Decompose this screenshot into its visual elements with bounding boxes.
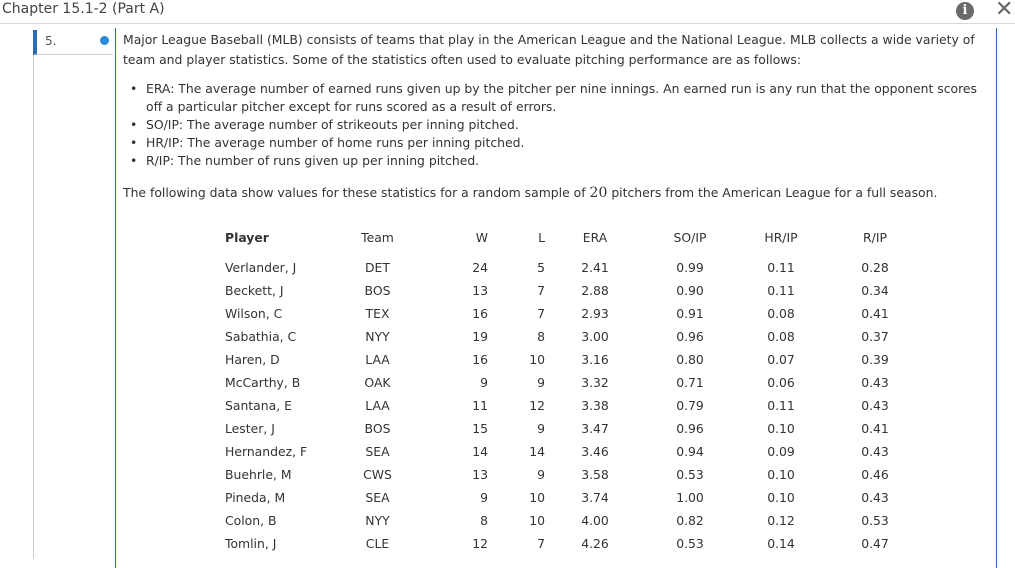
cell-r-ip: 0.46 bbox=[861, 467, 889, 482]
cell-r-ip: 0.43 bbox=[861, 398, 889, 413]
cell-era: 3.16 bbox=[581, 352, 609, 367]
cell-so-ip: 1.00 bbox=[676, 490, 704, 505]
table-row bbox=[218, 532, 923, 555]
cell-w: 15 bbox=[472, 421, 488, 436]
cell-player: Lester, J bbox=[225, 421, 275, 436]
cell-w: 16 bbox=[472, 306, 488, 321]
cell-era: 2.88 bbox=[581, 283, 609, 298]
cell-hr-ip: 0.08 bbox=[767, 306, 795, 321]
list-item bbox=[130, 80, 990, 116]
lead-text-after: pitchers from the American League for a full season. bbox=[607, 185, 938, 200]
question-status-dot-icon bbox=[100, 36, 109, 45]
cell-l: 12 bbox=[529, 398, 545, 413]
cell-player: Colon, B bbox=[225, 513, 277, 528]
cell-era: 3.32 bbox=[581, 375, 609, 390]
table-row bbox=[218, 440, 923, 463]
cell-era: 2.41 bbox=[581, 260, 609, 275]
table-row bbox=[218, 463, 923, 486]
cell-era: 3.00 bbox=[581, 329, 609, 344]
info-icon[interactable]: i bbox=[956, 2, 974, 20]
table-row bbox=[218, 371, 923, 394]
cell-hr-ip: 0.10 bbox=[767, 467, 795, 482]
cell-team: SEA bbox=[365, 490, 390, 505]
column-header-w: W bbox=[475, 229, 488, 245]
cell-era: 3.58 bbox=[581, 467, 609, 482]
table-row bbox=[218, 256, 923, 279]
cell-team: TEX bbox=[365, 306, 390, 321]
cell-team: NYY bbox=[365, 513, 390, 528]
cell-era: 3.46 bbox=[581, 444, 609, 459]
chapter-title: Chapter 15.1-2 (Part A) bbox=[2, 1, 165, 17]
cell-so-ip: 0.91 bbox=[676, 306, 704, 321]
table-row bbox=[218, 509, 923, 532]
column-header-so-ip: SO/IP bbox=[673, 229, 707, 245]
cell-hr-ip: 0.08 bbox=[767, 329, 795, 344]
table-row bbox=[218, 302, 923, 325]
cell-l: 10 bbox=[529, 490, 545, 505]
table-header-row bbox=[218, 226, 923, 256]
cell-hr-ip: 0.11 bbox=[767, 283, 795, 298]
cell-team: SEA bbox=[365, 444, 390, 459]
column-header-r-ip: R/IP bbox=[863, 229, 887, 245]
cell-r-ip: 0.34 bbox=[861, 283, 889, 298]
cell-w: 24 bbox=[472, 260, 488, 275]
cell-l: 10 bbox=[529, 352, 545, 367]
cell-r-ip: 0.43 bbox=[861, 444, 889, 459]
cell-r-ip: 0.53 bbox=[861, 513, 889, 528]
bullet-icon: • bbox=[130, 81, 138, 96]
table-row bbox=[218, 348, 923, 371]
cell-hr-ip: 0.10 bbox=[767, 490, 795, 505]
close-icon[interactable]: ✕ bbox=[995, 0, 1014, 22]
cell-w: 13 bbox=[472, 283, 488, 298]
cell-player: Beckett, J bbox=[225, 283, 284, 298]
sample-size-number: 20 bbox=[589, 185, 608, 201]
cell-player: Pineda, M bbox=[225, 490, 286, 505]
cell-so-ip: 0.96 bbox=[676, 421, 704, 436]
cell-era: 4.26 bbox=[581, 536, 609, 551]
cell-hr-ip: 0.14 bbox=[767, 536, 795, 551]
pitcher-stats-table bbox=[218, 226, 923, 555]
table-body bbox=[218, 256, 923, 555]
column-header-hr-ip: HR/IP bbox=[764, 229, 798, 245]
cell-player: McCarthy, B bbox=[225, 375, 301, 390]
cell-team: CLE bbox=[365, 536, 390, 551]
cell-hr-ip: 0.07 bbox=[767, 352, 795, 367]
cell-team: LAA bbox=[365, 398, 390, 413]
cell-so-ip: 0.90 bbox=[676, 283, 704, 298]
cell-w: 14 bbox=[472, 444, 488, 459]
lead-text-before: The following data show values for these statistics for a random sample of bbox=[123, 185, 590, 200]
cell-w: 8 bbox=[480, 513, 488, 528]
cell-era: 3.38 bbox=[581, 398, 609, 413]
table-row bbox=[218, 417, 923, 440]
cell-team: LAA bbox=[365, 352, 390, 367]
cell-era: 3.47 bbox=[581, 421, 609, 436]
cell-player: Haren, D bbox=[225, 352, 280, 367]
cell-hr-ip: 0.11 bbox=[767, 398, 795, 413]
cell-so-ip: 0.53 bbox=[676, 467, 704, 482]
cell-player: Buehrle, M bbox=[225, 467, 292, 482]
cell-so-ip: 0.79 bbox=[676, 398, 704, 413]
data-lead-sentence bbox=[123, 183, 983, 203]
table-row bbox=[218, 325, 923, 348]
cell-l: 9 bbox=[537, 375, 545, 390]
column-header-l: L bbox=[538, 229, 545, 245]
cell-so-ip: 0.94 bbox=[676, 444, 704, 459]
list-item bbox=[130, 116, 990, 134]
cell-so-ip: 0.96 bbox=[676, 329, 704, 344]
cell-hr-ip: 0.12 bbox=[767, 513, 795, 528]
header-divider bbox=[0, 23, 1015, 24]
cell-player: Santana, E bbox=[225, 398, 292, 413]
question-number: 5. bbox=[45, 34, 57, 48]
cell-w: 9 bbox=[480, 375, 488, 390]
column-header-player: Player bbox=[225, 229, 269, 245]
cell-team: CWS bbox=[363, 467, 392, 482]
cell-team: NYY bbox=[365, 329, 390, 344]
bullet-icon: • bbox=[130, 135, 138, 150]
cell-w: 11 bbox=[472, 398, 488, 413]
cell-so-ip: 0.99 bbox=[676, 260, 704, 275]
cell-hr-ip: 0.06 bbox=[767, 375, 795, 390]
column-header-team: Team bbox=[361, 229, 394, 245]
list-item bbox=[130, 152, 990, 170]
cell-l: 9 bbox=[537, 467, 545, 482]
cell-l: 9 bbox=[537, 421, 545, 436]
question-intro: Major League Baseball (MLB) consists of teams that play in the American League and the National League. MLB collects a wide variety of team and player statistics. Some of the statistics often used to evaluate pitching performance are as follows: bbox=[123, 32, 975, 67]
cell-w: 13 bbox=[472, 467, 488, 482]
cell-team: BOS bbox=[364, 283, 391, 298]
cell-w: 12 bbox=[472, 536, 488, 551]
cell-player: Hernandez, F bbox=[225, 444, 308, 459]
cell-hr-ip: 0.10 bbox=[767, 421, 795, 436]
cell-r-ip: 0.28 bbox=[861, 260, 889, 275]
cell-l: 7 bbox=[537, 283, 545, 298]
definition-era: ERA: The average number of earned runs given up by the pitcher per nine innings. An earned run is any run that the opponent scores off a particular pitcher except for runs scored as a result of errors. bbox=[146, 81, 977, 114]
statistic-definitions-list bbox=[130, 80, 990, 170]
cell-team: DET bbox=[365, 260, 390, 275]
cell-hr-ip: 0.11 bbox=[767, 260, 795, 275]
bullet-icon: • bbox=[130, 153, 138, 168]
cell-team: BOS bbox=[364, 421, 391, 436]
column-header-era: ERA bbox=[582, 229, 608, 245]
cell-r-ip: 0.39 bbox=[861, 352, 889, 367]
cell-l: 7 bbox=[537, 536, 545, 551]
cell-hr-ip: 0.09 bbox=[767, 444, 795, 459]
cell-player: Verlander, J bbox=[225, 260, 297, 275]
cell-era: 3.74 bbox=[581, 490, 609, 505]
question-nav-rule bbox=[33, 30, 34, 559]
cell-r-ip: 0.47 bbox=[861, 536, 889, 551]
cell-l: 10 bbox=[529, 513, 545, 528]
cell-so-ip: 0.53 bbox=[676, 536, 704, 551]
cell-l: 7 bbox=[537, 306, 545, 321]
cell-w: 9 bbox=[480, 490, 488, 505]
top-bar bbox=[0, 0, 1015, 22]
cell-r-ip: 0.41 bbox=[861, 421, 889, 436]
table-row bbox=[218, 279, 923, 302]
cell-l: 5 bbox=[537, 260, 545, 275]
cell-r-ip: 0.41 bbox=[861, 306, 889, 321]
cell-team: OAK bbox=[364, 375, 391, 390]
cell-era: 4.00 bbox=[581, 513, 609, 528]
cell-player: Wilson, C bbox=[225, 306, 283, 321]
cell-player: Tomlin, J bbox=[225, 536, 277, 551]
table-row bbox=[218, 486, 923, 509]
cell-so-ip: 0.82 bbox=[676, 513, 704, 528]
cell-l: 14 bbox=[529, 444, 545, 459]
list-item bbox=[130, 134, 990, 152]
cell-r-ip: 0.37 bbox=[861, 329, 889, 344]
definition-r-ip: R/IP: The number of runs given up per inning pitched. bbox=[146, 153, 480, 168]
cell-so-ip: 0.80 bbox=[676, 352, 704, 367]
definition-so-ip: SO/IP: The average number of strikeouts per inning pitched. bbox=[146, 117, 519, 132]
cell-so-ip: 0.71 bbox=[676, 375, 704, 390]
cell-era: 2.93 bbox=[581, 306, 609, 321]
table-row bbox=[218, 394, 923, 417]
cell-r-ip: 0.43 bbox=[861, 375, 889, 390]
cell-l: 8 bbox=[537, 329, 545, 344]
bullet-icon: • bbox=[130, 117, 138, 132]
definition-hr-ip: HR/IP: The average number of home runs per inning pitched. bbox=[146, 135, 525, 150]
cell-w: 19 bbox=[472, 329, 488, 344]
cell-w: 16 bbox=[472, 352, 488, 367]
cell-player: Sabathia, C bbox=[225, 329, 297, 344]
cell-r-ip: 0.43 bbox=[861, 490, 889, 505]
